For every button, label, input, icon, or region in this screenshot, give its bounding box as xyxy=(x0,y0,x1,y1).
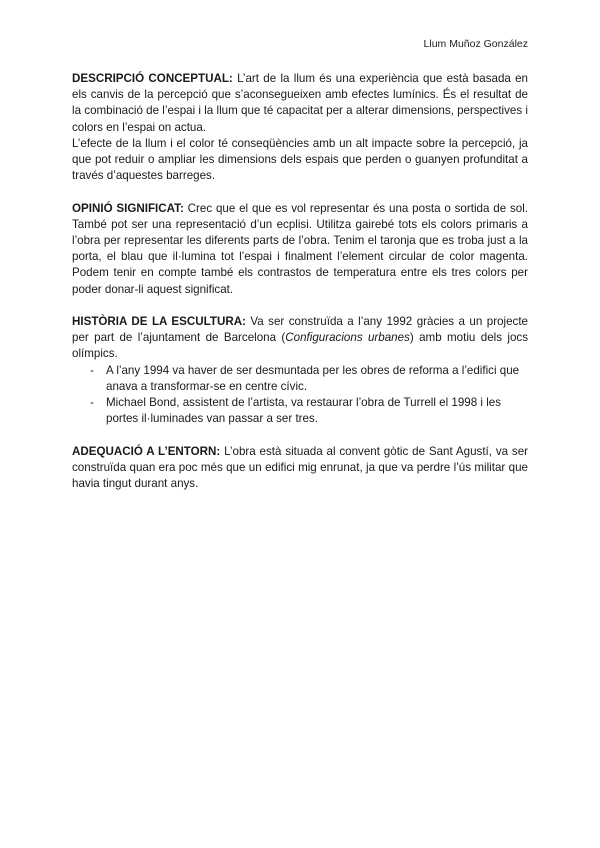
section-historia-escultura xyxy=(72,314,528,427)
paragraph-text: L’art de la llum és una experiència que està basada en els canvis de la percepció que s’aconsegueixen amb efectes lumínics. És el resultat de la combinació de l’espai i la llum que té capacitat per a alterar dimensions, perspectives i colors en l’espai on actua. xyxy=(72,72,529,134)
bullet-list xyxy=(72,363,528,428)
section-opinio-significat xyxy=(72,201,528,298)
section-label: HISTÒRIA DE LA ESCULTURA: xyxy=(72,315,246,329)
paragraph xyxy=(72,314,528,363)
paragraph-text: Crec que el que es vol representar és una posta o sortida de sol. També pot ser una representació d’un ecplisi. Utilitza gairebé tots els colors primaris a l’obra per representar les diferents parts de l’obra. Tenim el taronja que es troba just a la porta, el blau que il·lumina tot l’espai i finalment l’element circular de color magenta. Podem tenir en compte també els contrastos de temperatura entre els tres colors per poder donar-li aquest significat. xyxy=(72,201,528,296)
section-adequacio-entorn xyxy=(72,444,528,493)
paragraph xyxy=(72,444,528,493)
paragraph xyxy=(72,201,528,298)
section-descripcio-conceptual xyxy=(72,71,528,184)
author-header: Llum Muñoz González xyxy=(423,38,528,50)
paragraph-text: L’obra està situada al convent gòtic de Sant Agustí, va ser construïda quan era poc més que un edifici mig enrunat, ja que va perdre l’ús militar que havia tingut durant anys. xyxy=(72,444,528,491)
italic-title: Configuracions urbanes xyxy=(285,331,410,345)
list-item xyxy=(72,395,528,427)
paragraph-text: ) amb motiu dels jocs olímpics. xyxy=(72,331,528,361)
list-item-text: A l’any 1994 va haver de ser desmuntada per les obres de reforma a l’edifici que anava a transformar-se en centre cívic. xyxy=(106,363,520,393)
paragraph xyxy=(72,71,528,136)
section-label: ADEQUACIÓ A L’ENTORN: xyxy=(72,444,221,458)
list-item xyxy=(72,363,528,395)
list-item-text: Michael Bond, assistent de l’artista, va restaurar l’obra de Turrell el 1998 i les portes il·luminades van passar a ser tres. xyxy=(106,396,502,426)
bullet-dash: - xyxy=(90,396,94,410)
paragraph-text: Va ser construïda a l’any 1992 gràcies a un projecte per part de l’ajuntament de Barcelona ( xyxy=(72,315,529,345)
bullet-dash: - xyxy=(90,363,94,377)
paragraph: L’efecte de la llum i el color té conseqüències amb un alt impacte sobre la percepció, ja que pot reduir o ampliar les dimensions dels espais que perden o guanyen profunditat a través d’aquestes barreges. xyxy=(72,136,528,183)
section-label: DESCRIPCIÓ CONCEPTUAL: xyxy=(72,72,233,85)
document-body xyxy=(72,71,528,508)
section-label: OPINIÓ SIGNIFICAT: xyxy=(72,201,184,215)
